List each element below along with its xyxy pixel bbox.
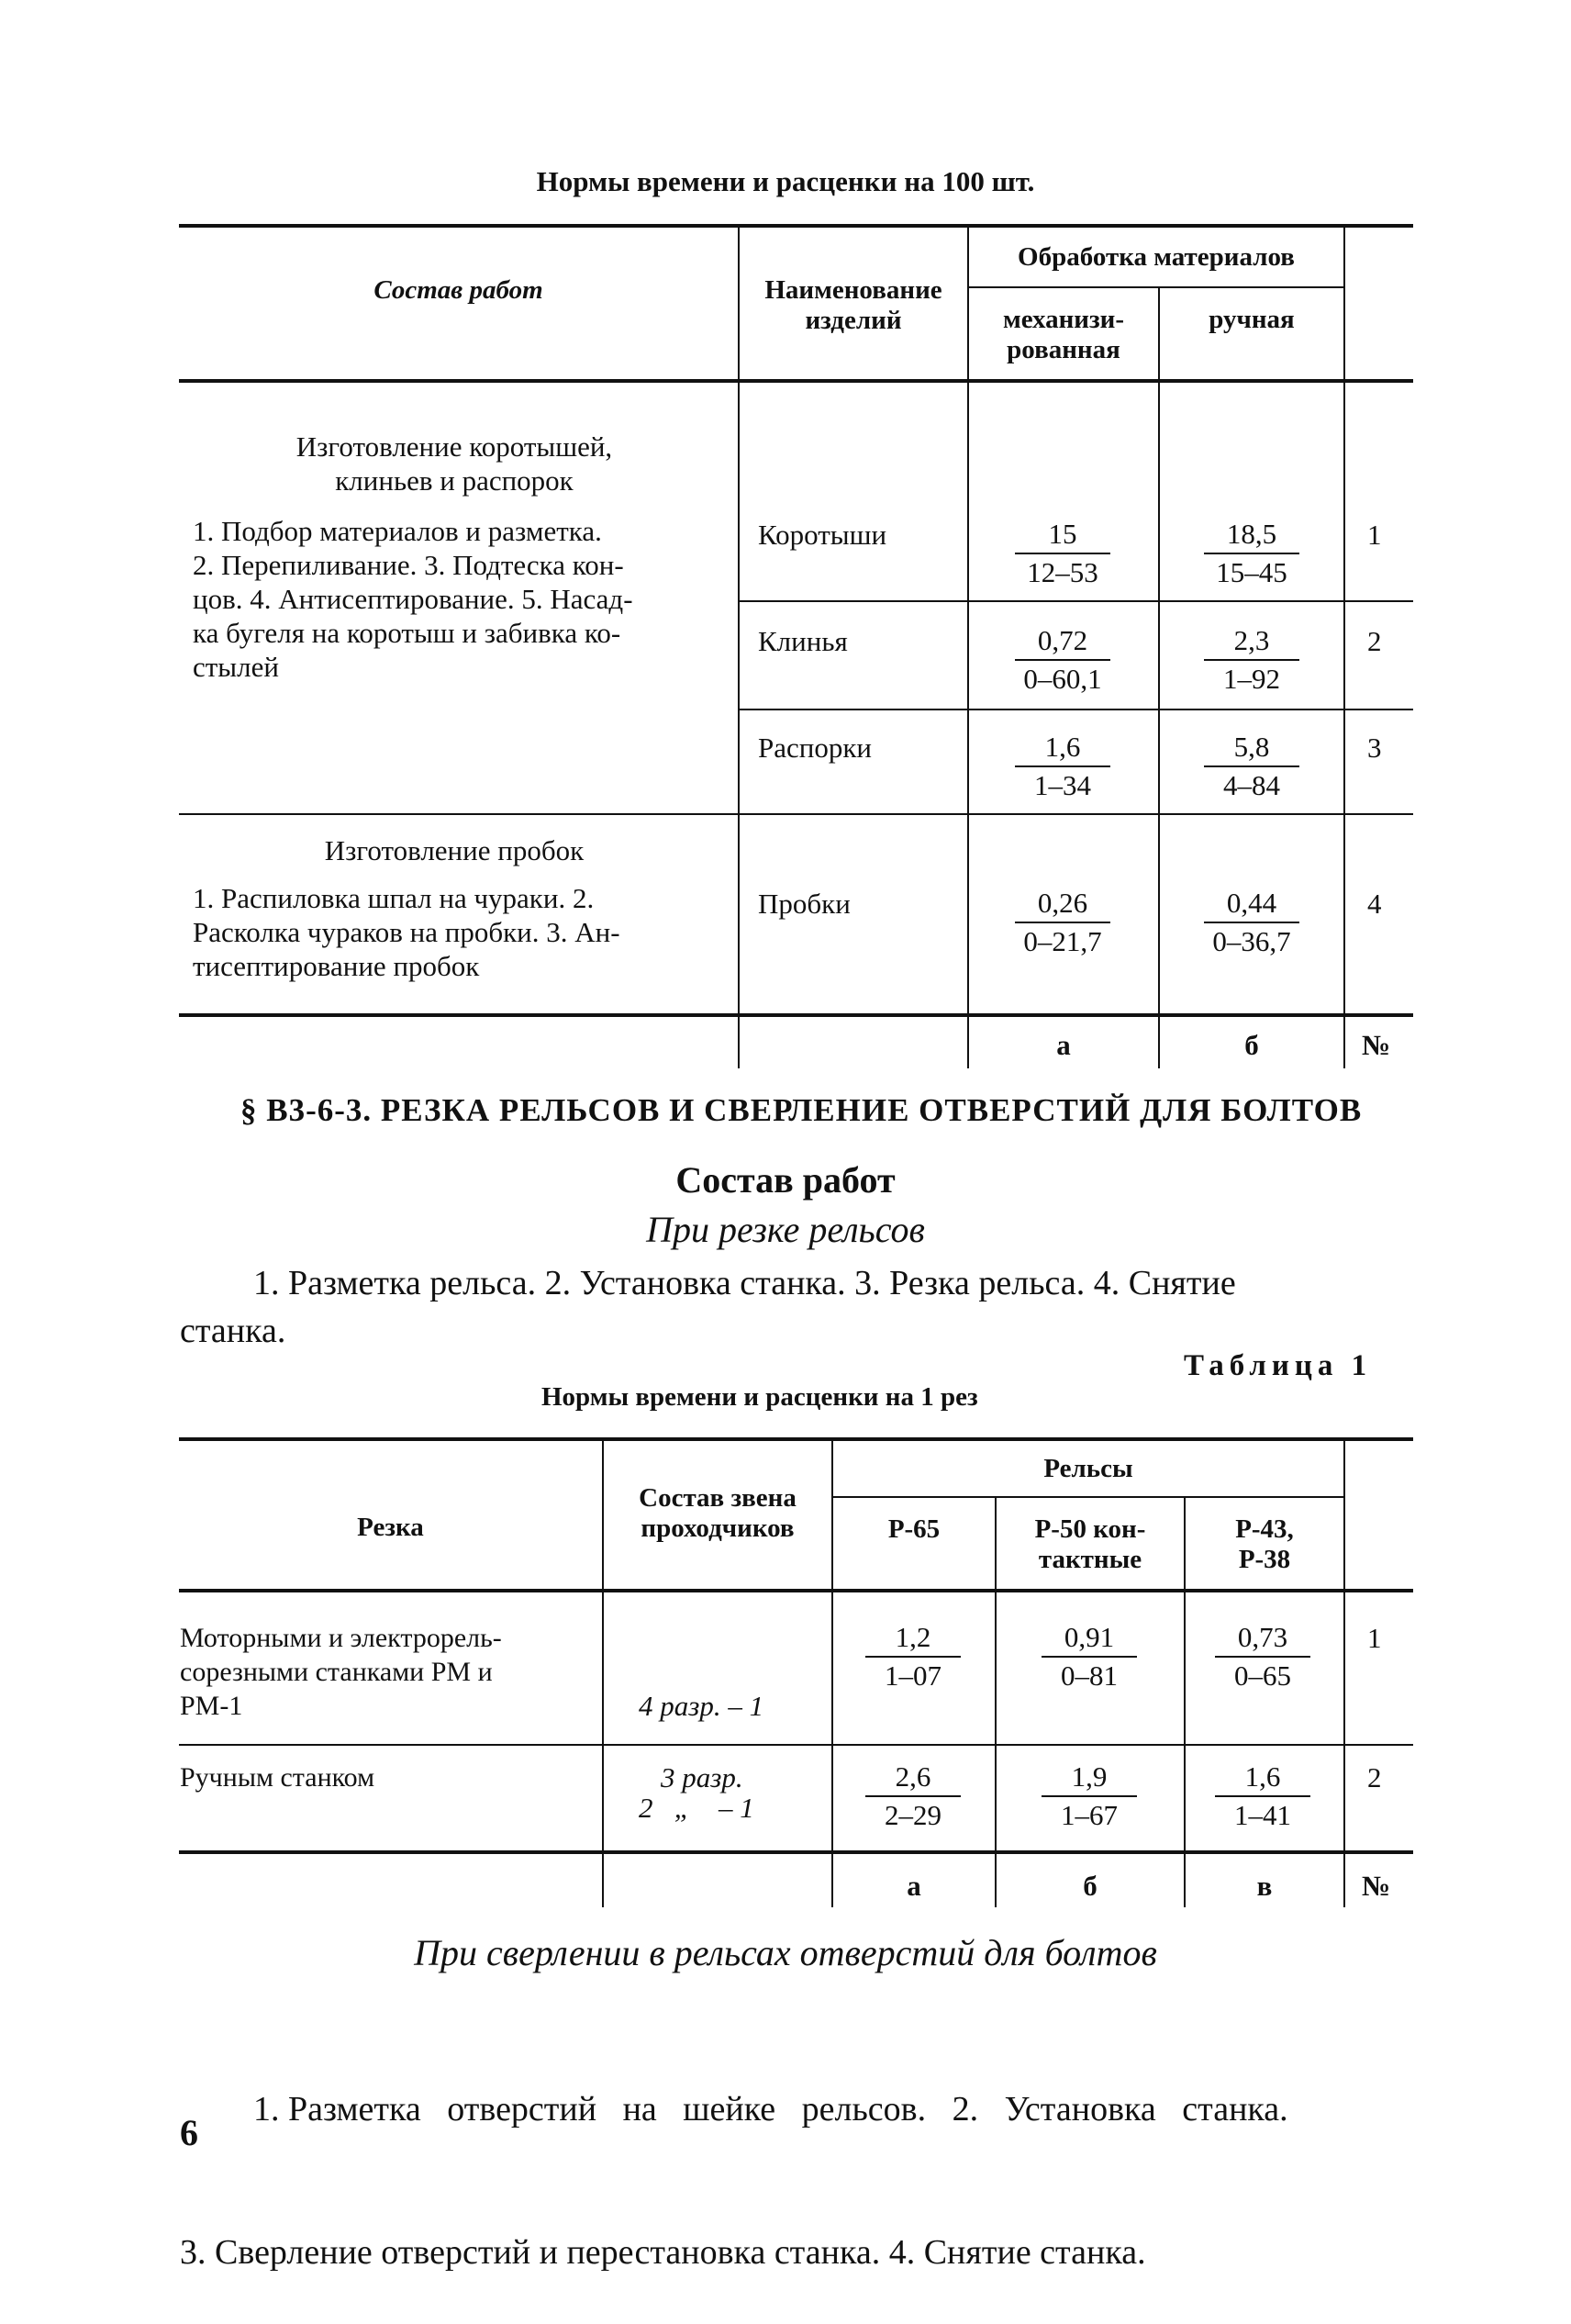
r65-value: 2,6 2–29	[840, 1760, 986, 1832]
table2-header-rule	[179, 1589, 1413, 1592]
footer-col-a: а	[1056, 1029, 1071, 1061]
table1-top-rule	[179, 224, 1413, 228]
r43-value: 0,73 0–65	[1189, 1621, 1336, 1693]
row-number: 4	[1367, 888, 1382, 920]
table1-header-rule	[179, 379, 1413, 383]
header-r65: Р-65	[887, 1514, 941, 1544]
mech-value: 0,72 0–60,1	[989, 624, 1136, 696]
table1-col-rule-1	[738, 224, 740, 1068]
row-number: 3	[1367, 732, 1382, 764]
subheading-drilling: При сверлении в рельсах отверстий для болтов	[414, 1932, 1157, 1973]
row-crew: 4 разр. – 1 2 „ – 1	[639, 1690, 764, 1824]
header-work: Состав работ	[373, 275, 543, 305]
row-crew: 3 разр.	[661, 1761, 743, 1793]
table1-caption: Нормы времени и расценки на 100 шт.	[536, 165, 1035, 197]
group1-title: Изготовление коротышей, клиньев и распорок	[295, 430, 613, 497]
table2-caption: Нормы времени и расценки на 1 рез	[541, 1382, 978, 1412]
row-number: 1	[1367, 519, 1382, 551]
table2-label: Таблица 1	[1184, 1349, 1373, 1382]
row-number: 2	[1367, 625, 1382, 657]
table2-subheader-rule	[831, 1496, 1343, 1498]
manual-value: 18,5 15–45	[1178, 518, 1325, 589]
header-cut: Резка	[357, 1513, 424, 1542]
header-r43: Р-43, Р-38	[1235, 1514, 1294, 1574]
r65-value: 1,2 1–07	[840, 1621, 986, 1693]
footer-col-b: б	[1244, 1029, 1259, 1061]
footer-col-no: №	[1362, 1870, 1391, 1902]
footer-col-c: в	[1256, 1870, 1273, 1902]
footer-col-no: №	[1362, 1029, 1391, 1061]
footer-col-a: а	[907, 1870, 921, 1902]
header-crew: Состав звена проходчиков	[639, 1483, 797, 1543]
mech-value: 15 12–53	[989, 518, 1136, 589]
group2-body: 1. Распиловка шпал на чураки. 2. Расколка чураков на пробки. 3. Ан- тисептирование пробок	[193, 882, 620, 982]
manual-value: 2,3 1–92	[1178, 624, 1325, 696]
row-cut: Моторными и электрорель- сорезными станками РМ и РМ-1	[180, 1623, 502, 1721]
r50-value: 0,91 0–81	[1016, 1621, 1163, 1693]
manual-value: 0,44 0–36,7	[1178, 887, 1325, 958]
header-r50: Р-50 кон- тактные	[1034, 1514, 1146, 1574]
table1-row-rule-2	[738, 709, 1413, 710]
row-product: Клинья	[758, 625, 848, 657]
row-cut: Ручным станком	[180, 1762, 375, 1793]
table1-bottom-rule	[179, 1013, 1413, 1017]
row-product: Распорки	[758, 732, 872, 764]
subheading-cutting: При резке рельсов	[646, 1209, 925, 1250]
table1-group-rule	[179, 813, 1413, 815]
row-product: Коротыши	[758, 519, 887, 551]
table1-row-rule-1	[738, 600, 1413, 602]
table2-col-rule-2	[831, 1437, 833, 1907]
table1-subheader-rule	[967, 286, 1343, 288]
paragraph-drilling: 1. Разметка отверстий на шейке рельсов. 2. Установка станка. 3. Сверление отверстий и перестановка станка. 4. Снятие станка.	[180, 2090, 1288, 2272]
group2-title: Изготовление пробок	[324, 834, 585, 866]
row-number: 2	[1367, 1761, 1382, 1793]
mech-value: 1,6 1–34	[989, 731, 1136, 802]
table1-col-rule-3	[1158, 286, 1160, 1068]
r50-value: 1,9 1–67	[1016, 1760, 1163, 1832]
row-product: Пробки	[758, 888, 851, 920]
table2-col-rule-5	[1343, 1437, 1345, 1907]
table2-top-rule	[179, 1437, 1413, 1441]
page-number: 6	[180, 2112, 198, 2153]
manual-value: 5,8 4–84	[1178, 731, 1325, 802]
r43-value: 1,6 1–41	[1189, 1760, 1336, 1832]
mech-value: 0,26 0–21,7	[989, 887, 1136, 958]
header-processing: Обработка материалов	[1018, 242, 1295, 272]
header-mech: механизи- рованная	[1002, 305, 1125, 364]
row-number: 1	[1367, 1622, 1382, 1654]
footer-col-b: б	[1083, 1870, 1097, 1902]
work-title: Состав работ	[675, 1159, 896, 1201]
group1-body: 1. Подбор материалов и разметка. 2. Перепиливание. 3. Подтеска кон- цов. 4. Антисептирование. 5. Насад- ка бугеля на коротыш и забивка ко- стылей	[193, 515, 633, 683]
header-rails: Рельсы	[1043, 1454, 1133, 1483]
header-product: Наименование изделий	[764, 275, 942, 335]
table1-col-rule-4	[1343, 224, 1345, 1068]
section-heading: § В3-6-3. РЕЗКА РЕЛЬСОВ И СВЕРЛЕНИЕ ОТВЕРСТИЙ ДЛЯ БОЛТОВ	[240, 1092, 1363, 1128]
header-manual: ручная	[1209, 305, 1295, 334]
paragraph-cutting: 1. Разметка рельса. 2. Установка станка. 3. Резка рельса. 4. Снятие станка.	[180, 1264, 1236, 1350]
